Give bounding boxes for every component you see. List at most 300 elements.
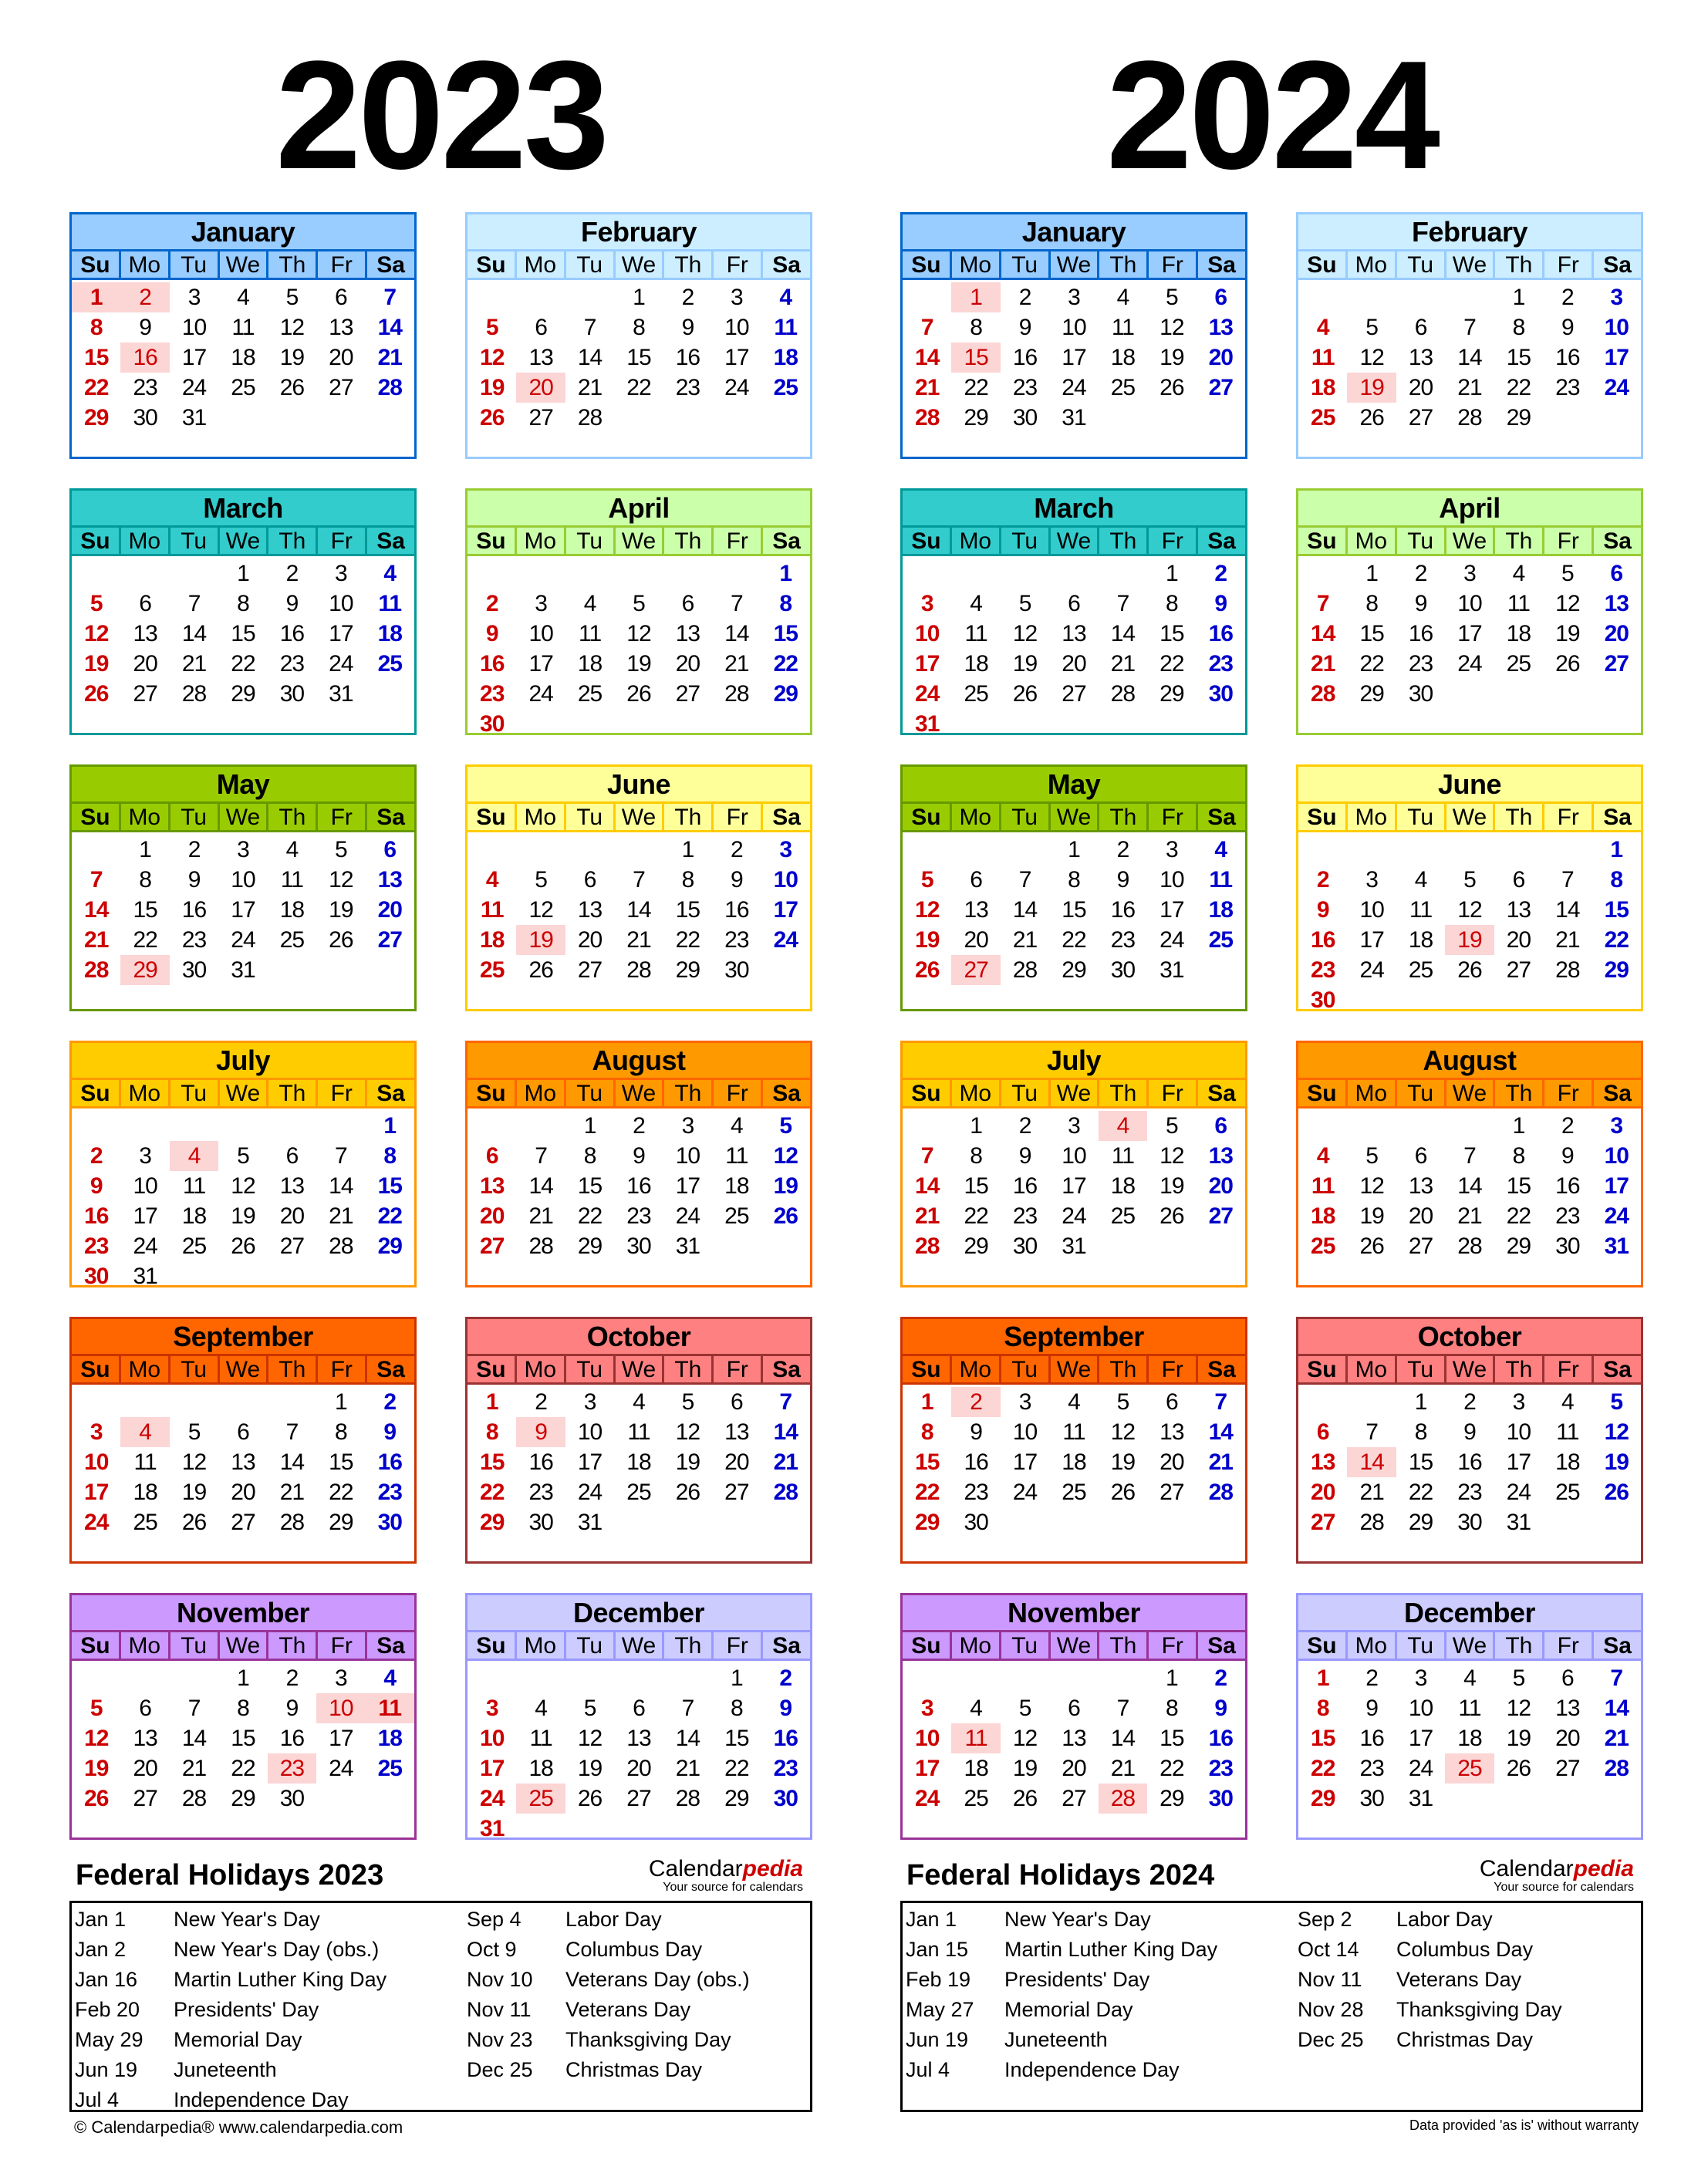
day-cell: 22 bbox=[964, 375, 988, 400]
day-cell: 13 bbox=[1506, 897, 1531, 923]
day-cell: 9 bbox=[1365, 1696, 1378, 1721]
day-cell: 28 bbox=[773, 1480, 798, 1505]
day-cell: 9 bbox=[1463, 1419, 1476, 1445]
day-cell: 28 bbox=[1457, 405, 1482, 430]
day-cell: 19 bbox=[1506, 1726, 1531, 1751]
day-cell: 9 bbox=[485, 621, 498, 646]
day-cell: 18 bbox=[377, 621, 402, 646]
month-february bbox=[1296, 212, 1643, 459]
day-cell: 23 bbox=[1311, 957, 1335, 983]
holiday-date: Oct 14 bbox=[1298, 1938, 1359, 1961]
day-cell: 3 bbox=[139, 1143, 151, 1169]
day-cell: 26 bbox=[84, 681, 109, 707]
holiday-date: Nov 10 bbox=[467, 1968, 533, 1991]
weekday-label: Tu bbox=[1395, 1632, 1444, 1659]
day-cell: 10 bbox=[915, 621, 940, 646]
holiday-day: 15 bbox=[951, 343, 1000, 373]
day-cell: 26 bbox=[1457, 957, 1482, 983]
day-grid bbox=[72, 280, 414, 433]
day-cell: 16 bbox=[1110, 897, 1136, 923]
day-cell: 14 bbox=[279, 1449, 305, 1475]
day-cell: 27 bbox=[577, 957, 603, 983]
holiday-date: Jan 15 bbox=[906, 1938, 969, 1961]
day-cell: 22 bbox=[377, 1203, 402, 1229]
day-cell: 5 bbox=[1018, 591, 1031, 616]
day-cell: 29 bbox=[915, 1510, 940, 1535]
day-cell: 12 bbox=[1506, 1696, 1531, 1721]
empty-cell bbox=[72, 558, 120, 589]
day-cell: 3 bbox=[89, 1419, 103, 1445]
day-cell: 26 bbox=[1110, 1480, 1136, 1505]
day-cell: 16 bbox=[480, 651, 505, 677]
holiday-date: Jan 1 bbox=[75, 1908, 127, 1931]
day-cell: 26 bbox=[329, 927, 353, 953]
weekday-label: Sa bbox=[1592, 1356, 1641, 1382]
day-cell: 21 bbox=[675, 1756, 700, 1781]
weekday-label: Su bbox=[911, 1081, 941, 1106]
holiday-name: Christmas Day bbox=[1396, 2028, 1534, 2051]
day-cell: 15 bbox=[577, 1173, 603, 1199]
month-july bbox=[69, 1041, 417, 1287]
weekday-label: Su bbox=[1307, 1357, 1337, 1382]
day-cell: 2 bbox=[1018, 285, 1031, 310]
weekday-label: Fr bbox=[1542, 1632, 1592, 1659]
weekday-label: We bbox=[1444, 251, 1494, 278]
empty-cell bbox=[1298, 835, 1347, 865]
day-cell: 5 bbox=[89, 591, 103, 616]
day-cell: 27 bbox=[1159, 1480, 1184, 1505]
holiday-day: 25 bbox=[516, 1783, 565, 1814]
day-cell: 19 bbox=[84, 1756, 109, 1781]
weekday-label: Tu bbox=[1395, 528, 1444, 554]
day-cell: 6 bbox=[1414, 315, 1427, 340]
weekday-label: Tu bbox=[999, 528, 1048, 554]
day-cell: 25 bbox=[480, 957, 505, 983]
day-cell: 28 bbox=[84, 957, 109, 983]
weekday-label: Th bbox=[662, 804, 711, 830]
day-cell: 2 bbox=[731, 837, 743, 862]
weekday-label: Tu bbox=[564, 1356, 613, 1382]
day-cell: 22 bbox=[577, 1203, 603, 1229]
holiday-date: Jan 2 bbox=[75, 1938, 127, 1961]
day-cell: 18 bbox=[377, 1726, 402, 1751]
logo-brand-plain: Calendar bbox=[1479, 1856, 1574, 1881]
day-cell: 14 bbox=[1457, 1173, 1482, 1199]
day-cell: 24 bbox=[1604, 375, 1629, 400]
day-cell: 31 bbox=[1408, 1786, 1433, 1811]
weekday-label: Su bbox=[80, 1633, 110, 1659]
day-cell: 30 bbox=[84, 1264, 109, 1289]
day-cell: 20 bbox=[675, 651, 700, 677]
weekday-label: Su bbox=[1307, 1633, 1337, 1659]
day-cell: 4 bbox=[633, 1389, 645, 1415]
day-cell: 13 bbox=[964, 897, 988, 923]
day-cell: 6 bbox=[583, 867, 596, 893]
day-cell: 18 bbox=[964, 1756, 988, 1781]
day-cell: 26 bbox=[1506, 1756, 1531, 1781]
weekday-label: Fr bbox=[1542, 528, 1592, 554]
day-cell: 21 bbox=[1110, 1756, 1136, 1781]
day-cell: 10 bbox=[231, 867, 255, 893]
day-cell: 28 bbox=[329, 1233, 353, 1259]
day-cell: 1 bbox=[485, 1389, 498, 1415]
day-cell: 21 bbox=[1457, 375, 1482, 400]
day-cell: 23 bbox=[1110, 927, 1136, 953]
day-cell: 16 bbox=[675, 345, 700, 370]
empty-cell bbox=[951, 835, 1000, 865]
day-cell: 16 bbox=[1457, 1449, 1482, 1475]
weekday-label: Th bbox=[1493, 1632, 1542, 1659]
holiday-name: Juneteenth bbox=[1004, 2028, 1108, 2051]
day-cell: 14 bbox=[915, 345, 940, 370]
day-cell: 19 bbox=[1110, 1449, 1136, 1475]
empty-cell bbox=[903, 1111, 951, 1141]
day-cell: 12 bbox=[84, 621, 109, 646]
weekday-header bbox=[72, 249, 414, 280]
weekday-header bbox=[1298, 1078, 1641, 1109]
day-cell: 22 bbox=[773, 651, 798, 677]
day-cell: 18 bbox=[1408, 927, 1433, 953]
day-cell: 13 bbox=[1159, 1419, 1184, 1445]
day-cell: 17 bbox=[1604, 345, 1629, 370]
month-july bbox=[900, 1041, 1247, 1287]
day-cell: 27 bbox=[480, 1233, 505, 1259]
day-cell: 24 bbox=[329, 1756, 353, 1781]
day-cell: 26 bbox=[1359, 1233, 1384, 1259]
empty-cell bbox=[1445, 282, 1494, 312]
day-cell: 8 bbox=[970, 315, 982, 340]
holiday-day: 27 bbox=[951, 955, 1000, 985]
empty-cell bbox=[72, 1111, 120, 1141]
day-cell: 13 bbox=[133, 1726, 157, 1751]
weekday-label: Tu bbox=[999, 1080, 1048, 1106]
day-cell: 24 bbox=[915, 1786, 940, 1811]
day-cell: 11 bbox=[133, 1449, 157, 1475]
day-cell: 24 bbox=[1506, 1480, 1531, 1505]
holiday-date: Jul 4 bbox=[906, 2058, 950, 2081]
day-cell: 15 bbox=[1311, 1726, 1335, 1751]
day-cell: 28 bbox=[675, 1786, 700, 1811]
day-grid bbox=[72, 1385, 414, 1537]
day-cell: 23 bbox=[377, 1480, 402, 1505]
day-cell: 4 bbox=[1116, 285, 1129, 310]
day-cell: 8 bbox=[485, 1419, 498, 1445]
day-cell: 13 bbox=[1408, 1173, 1433, 1199]
day-cell: 5 bbox=[187, 1419, 201, 1445]
day-cell: 2 bbox=[89, 1143, 103, 1169]
day-cell: 26 bbox=[1359, 405, 1384, 430]
day-cell: 19 bbox=[675, 1449, 700, 1475]
day-grid bbox=[468, 832, 810, 985]
holiday-day: 19 bbox=[1347, 373, 1396, 403]
day-cell: 6 bbox=[731, 1389, 743, 1415]
day-cell: 7 bbox=[285, 1419, 299, 1445]
holiday-day: 1 bbox=[72, 282, 120, 312]
weekday-label: We bbox=[1048, 1356, 1098, 1382]
day-cell: 21 bbox=[1208, 1449, 1233, 1475]
empty-cell bbox=[468, 1111, 516, 1141]
empty-cell bbox=[72, 835, 120, 865]
day-cell: 1 bbox=[1610, 837, 1623, 862]
day-cell: 6 bbox=[1316, 1419, 1329, 1445]
holiday-day: 11 bbox=[951, 1723, 1000, 1753]
day-cell: 22 bbox=[231, 1756, 255, 1781]
weekday-label: Sa bbox=[1196, 251, 1245, 278]
day-cell: 20 bbox=[1208, 345, 1233, 370]
day-cell: 22 bbox=[231, 651, 255, 677]
day-cell: 3 bbox=[1463, 561, 1476, 586]
day-cell: 14 bbox=[1457, 345, 1482, 370]
day-cell: 5 bbox=[1512, 1665, 1525, 1691]
day-cell: 23 bbox=[724, 927, 749, 953]
day-cell: 23 bbox=[1555, 375, 1580, 400]
day-cell: 8 bbox=[1365, 591, 1378, 616]
day-cell: 13 bbox=[1604, 591, 1629, 616]
day-cell: 14 bbox=[724, 621, 749, 646]
day-cell: 14 bbox=[181, 1726, 207, 1751]
day-cell: 9 bbox=[187, 867, 201, 893]
day-cell: 20 bbox=[626, 1756, 651, 1781]
day-grid bbox=[1298, 1109, 1641, 1261]
day-cell: 24 bbox=[1408, 1756, 1433, 1781]
empty-cell bbox=[565, 558, 614, 589]
day-cell: 30 bbox=[377, 1510, 402, 1535]
day-cell: 13 bbox=[577, 897, 603, 923]
day-cell: 11 bbox=[1311, 345, 1335, 370]
month-title: August bbox=[1298, 1043, 1641, 1078]
holiday-date: Jan 16 bbox=[75, 1968, 138, 1991]
day-cell: 24 bbox=[724, 375, 749, 400]
weekday-label: We bbox=[1048, 528, 1098, 554]
day-cell: 16 bbox=[528, 1449, 553, 1475]
day-cell: 28 bbox=[915, 405, 940, 430]
day-cell: 17 bbox=[329, 1726, 353, 1751]
month-title: July bbox=[72, 1043, 414, 1078]
day-cell: 13 bbox=[1555, 1696, 1580, 1721]
day-cell: 21 bbox=[1012, 927, 1038, 953]
day-cell: 5 bbox=[1610, 1389, 1623, 1415]
month-november bbox=[69, 1593, 417, 1840]
day-cell: 20 bbox=[1159, 1449, 1184, 1475]
weekday-label: Sa bbox=[365, 1632, 414, 1659]
day-cell: 5 bbox=[1166, 285, 1178, 310]
weekday-label: We bbox=[1048, 804, 1098, 830]
day-cell: 13 bbox=[626, 1726, 651, 1751]
day-cell: 6 bbox=[485, 1143, 498, 1169]
month-march bbox=[900, 488, 1247, 735]
day-cell: 22 bbox=[675, 927, 700, 953]
day-cell: 16 bbox=[279, 621, 305, 646]
day-cell: 14 bbox=[675, 1726, 700, 1751]
day-cell: 19 bbox=[181, 1480, 207, 1505]
weekday-label: Su bbox=[476, 252, 506, 278]
day-cell: 4 bbox=[535, 1696, 547, 1721]
day-cell: 8 bbox=[335, 1419, 347, 1445]
day-cell: 23 bbox=[626, 1203, 651, 1229]
day-cell: 16 bbox=[964, 1449, 988, 1475]
day-cell: 21 bbox=[377, 345, 402, 370]
day-cell: 14 bbox=[329, 1173, 353, 1199]
empty-cell bbox=[516, 282, 565, 312]
weekday-label: Th bbox=[1097, 251, 1146, 278]
day-cell: 14 bbox=[773, 1419, 798, 1445]
holiday-date: Nov 11 bbox=[467, 1998, 532, 2021]
day-cell: 13 bbox=[1311, 1449, 1335, 1475]
day-cell: 21 bbox=[1110, 651, 1136, 677]
day-cell: 19 bbox=[626, 651, 651, 677]
day-cell: 11 bbox=[627, 1419, 650, 1445]
day-cell: 2 bbox=[1365, 1665, 1378, 1691]
day-cell: 1 bbox=[731, 1665, 743, 1691]
day-cell: 17 bbox=[773, 897, 798, 923]
holiday-day: 23 bbox=[268, 1753, 316, 1783]
day-cell: 17 bbox=[915, 651, 940, 677]
day-cell: 25 bbox=[231, 375, 255, 400]
empty-cell bbox=[614, 835, 663, 865]
holiday-name: Labor Day bbox=[565, 1908, 662, 1931]
day-cell: 15 bbox=[773, 621, 798, 646]
weekday-label: Tu bbox=[999, 1632, 1048, 1659]
day-cell: 12 bbox=[1110, 1419, 1136, 1445]
holiday-name: New Year's Day bbox=[174, 1908, 320, 1931]
day-cell: 2 bbox=[1116, 837, 1129, 862]
empty-cell bbox=[1099, 558, 1147, 589]
day-cell: 23 bbox=[1555, 1203, 1580, 1229]
day-cell: 3 bbox=[920, 1696, 933, 1721]
day-cell: 25 bbox=[1110, 1203, 1136, 1229]
day-cell: 20 bbox=[133, 1756, 157, 1781]
weekday-label: We bbox=[1444, 804, 1494, 830]
day-cell: 5 bbox=[1463, 867, 1476, 893]
weekday-header bbox=[1298, 1354, 1641, 1385]
day-cell: 21 bbox=[773, 1449, 798, 1475]
day-cell: 29 bbox=[231, 1786, 255, 1811]
day-cell: 15 bbox=[231, 621, 255, 646]
day-cell: 12 bbox=[915, 897, 940, 923]
weekday-header bbox=[468, 1078, 810, 1109]
day-cell: 9 bbox=[1561, 1143, 1574, 1169]
day-cell: 27 bbox=[329, 375, 353, 400]
holiday-name: New Year's Day (obs.) bbox=[174, 1938, 380, 1961]
day-cell: 6 bbox=[139, 591, 151, 616]
month-title: January bbox=[72, 214, 414, 249]
empty-cell bbox=[663, 558, 712, 589]
day-cell: 22 bbox=[1359, 651, 1384, 677]
weekday-label: Th bbox=[1097, 1632, 1146, 1659]
day-cell: 25 bbox=[773, 375, 798, 400]
day-cell: 2 bbox=[1463, 1389, 1476, 1415]
day-cell: 22 bbox=[480, 1480, 505, 1505]
empty-cell bbox=[1347, 1111, 1396, 1141]
empty-cell bbox=[120, 1387, 169, 1417]
day-cell: 27 bbox=[1506, 957, 1531, 983]
day-cell: 13 bbox=[1208, 315, 1233, 340]
weekday-label: Tu bbox=[564, 1080, 613, 1106]
day-cell: 29 bbox=[1159, 1786, 1184, 1811]
year-2023 bbox=[69, 0, 812, 2180]
day-cell: 13 bbox=[724, 1419, 749, 1445]
day-cell: 13 bbox=[1062, 1726, 1086, 1751]
day-cell: 1 bbox=[779, 561, 792, 586]
holiday-day: 2 bbox=[120, 282, 169, 312]
day-cell: 2 bbox=[779, 1665, 792, 1691]
day-cell: 18 bbox=[528, 1756, 553, 1781]
day-cell: 29 bbox=[675, 957, 700, 983]
weekday-label: Tu bbox=[168, 251, 218, 278]
day-grid bbox=[72, 832, 414, 985]
day-cell: 12 bbox=[480, 345, 505, 370]
day-cell: 7 bbox=[1316, 591, 1329, 616]
holiday-name: Memorial Day bbox=[1004, 1998, 1133, 2021]
day-cell: 25 bbox=[964, 681, 988, 707]
month-title: January bbox=[903, 214, 1245, 249]
day-cell: 6 bbox=[1512, 867, 1525, 893]
weekday-label: We bbox=[218, 1632, 267, 1659]
weekday-label: We bbox=[218, 251, 267, 278]
weekday-label: Fr bbox=[711, 528, 761, 554]
day-cell: 11 bbox=[964, 621, 987, 646]
day-cell: 29 bbox=[1159, 681, 1184, 707]
weekday-label: Th bbox=[1097, 528, 1146, 554]
day-cell: 5 bbox=[1365, 315, 1378, 340]
weekday-label: We bbox=[613, 251, 663, 278]
day-cell: 9 bbox=[1018, 315, 1031, 340]
day-cell: 9 bbox=[1414, 591, 1427, 616]
month-november bbox=[900, 1593, 1247, 1840]
day-cell: 21 bbox=[1311, 651, 1335, 677]
holiday-name: Veterans Day (obs.) bbox=[565, 1968, 750, 1991]
holidays-title: Federal Holidays 2024 bbox=[906, 1859, 1215, 1891]
day-cell: 8 bbox=[1512, 1143, 1525, 1169]
day-cell: 14 bbox=[1208, 1419, 1233, 1445]
month-title: December bbox=[1298, 1595, 1641, 1630]
empty-cell bbox=[903, 835, 951, 865]
day-cell: 1 bbox=[1365, 561, 1378, 586]
day-cell: 20 bbox=[1506, 927, 1531, 953]
day-cell: 17 bbox=[1408, 1726, 1433, 1751]
day-cell: 24 bbox=[84, 1510, 109, 1535]
month-june bbox=[465, 764, 812, 1011]
holiday-name: Thanksgiving Day bbox=[1396, 1998, 1562, 2021]
day-cell: 7 bbox=[731, 591, 743, 616]
day-cell: 9 bbox=[1214, 591, 1227, 616]
day-cell: 27 bbox=[1311, 1510, 1335, 1535]
day-cell: 5 bbox=[89, 1696, 103, 1721]
weekday-label: Sa bbox=[365, 528, 414, 554]
day-cell: 23 bbox=[964, 1480, 988, 1505]
weekday-label: Mo bbox=[1345, 1080, 1395, 1106]
holiday-name: Martin Luther King Day bbox=[1004, 1938, 1218, 1961]
day-cell: 12 bbox=[528, 897, 553, 923]
empty-cell bbox=[1347, 282, 1396, 312]
holiday-date: Dec 25 bbox=[467, 2058, 533, 2081]
weekday-label: Th bbox=[266, 1632, 316, 1659]
day-cell: 18 bbox=[231, 345, 255, 370]
day-cell: 3 bbox=[237, 837, 249, 862]
day-cell: 23 bbox=[1208, 1756, 1233, 1781]
month-title: June bbox=[468, 767, 810, 801]
day-cell: 12 bbox=[84, 1726, 109, 1751]
day-cell: 29 bbox=[1506, 405, 1531, 430]
day-cell: 9 bbox=[633, 1143, 645, 1169]
weekday-label: Tu bbox=[564, 528, 613, 554]
weekday-header bbox=[903, 525, 1245, 556]
day-cell: 7 bbox=[187, 1696, 201, 1721]
weekday-label: Th bbox=[1493, 804, 1542, 830]
day-cell: 15 bbox=[964, 1173, 988, 1199]
day-cell: 19 bbox=[1159, 1173, 1184, 1199]
day-cell: 10 bbox=[1457, 591, 1482, 616]
